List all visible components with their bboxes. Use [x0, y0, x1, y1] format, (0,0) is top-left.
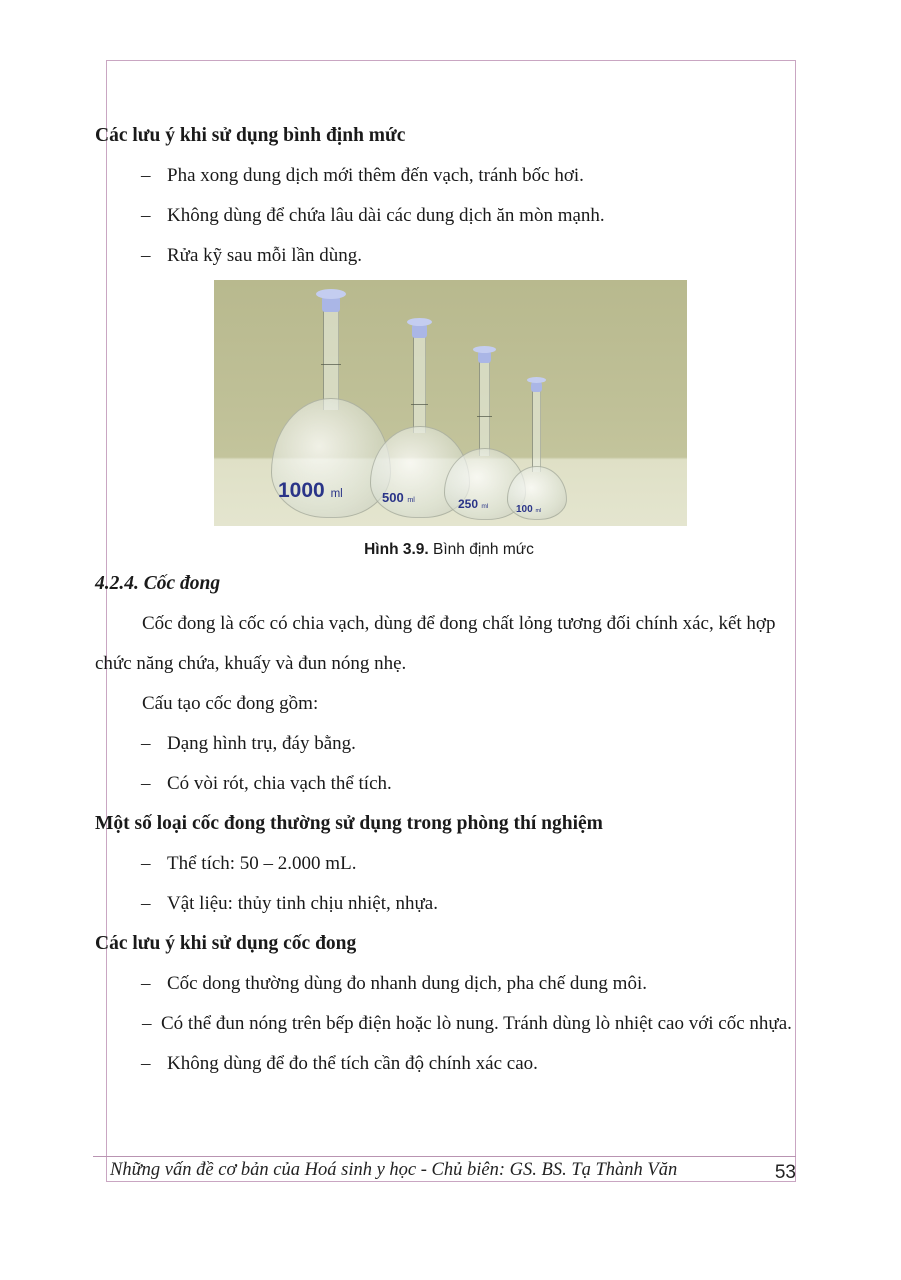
bullet-dash: –: [141, 973, 151, 994]
bullet-dash: –: [141, 165, 151, 186]
footer-divider: [93, 1156, 796, 1157]
page-body: [95, 116, 807, 1084]
list-item-text: Pha xong dung dịch mới thêm đến vạch, tránh bốc hơi.: [167, 165, 584, 186]
list-item-text: Cốc dong thường dùng đo nhanh dung dịch, pha chế dung môi.: [167, 973, 647, 994]
figure-caption-number: Hình 3.9.: [364, 541, 429, 558]
flask-volume-label: 500: [382, 490, 404, 505]
bullet-dash: –: [141, 893, 151, 914]
flask-volume-label: 1000: [278, 479, 325, 502]
heading-care-beaker: Các lưu ý khi sử dụng cốc đong: [95, 933, 357, 954]
list-item: [95, 1044, 807, 1084]
list-item: [95, 844, 807, 884]
list-item-text: Không dùng để đo thể tích cần độ chính xác cao.: [167, 1053, 538, 1074]
figure-caption-text: Bình định mức: [433, 541, 534, 558]
page-footer: [110, 1158, 800, 1188]
heading-beaker-types: Một số loại cốc đong thường sử dụng trong phòng thí nghiệm: [95, 813, 603, 834]
flask-volume-label: 250: [458, 497, 479, 511]
figure-caption: [91, 526, 807, 566]
list-item-text: Có vòi rót, chia vạch thể tích.: [167, 773, 392, 794]
flask-unit-label: ml: [535, 508, 542, 514]
section-title-beaker: 4.2.4. Cốc đong: [95, 573, 221, 594]
list-item: [95, 156, 807, 196]
list-item-text: Có thể đun nóng trên bếp điện hoặc lò nung. Tránh dùng lò nhiệt cao với cốc nhựa.: [161, 1013, 792, 1034]
bullet-dash: –: [141, 245, 151, 266]
list-item: [95, 964, 807, 1004]
list-item: [95, 884, 807, 924]
flask-volume-label: 100: [516, 504, 533, 515]
list-item-text: Rửa kỹ sau mỗi lần dùng.: [167, 245, 363, 266]
footer-book-title: Những vấn đề cơ bản của Hoá sinh y học - Chủ biên: GS. BS. Tạ Thành Văn: [110, 1160, 678, 1180]
bullet-dash: –: [141, 733, 151, 754]
flask-100ml: [502, 376, 572, 526]
bullet-dash: –: [141, 853, 151, 874]
list-item-text: Thể tích: 50 – 2.000 mL.: [167, 853, 357, 874]
paragraph-structure-lead: Cấu tạo cốc đong gồm:: [142, 693, 319, 714]
list-item-text: Không dùng để chứa lâu dài các dung dịch ăn mòn mạnh.: [167, 205, 605, 226]
bullet-dash: –: [141, 205, 151, 226]
list-item: [95, 764, 807, 804]
list-item-text: Dạng hình trụ, đáy bằng.: [167, 733, 356, 754]
bullet-dash: –: [142, 1013, 152, 1034]
list-item: [95, 236, 807, 276]
heading-care-volumetric-flask: Các lưu ý khi sử dụng bình định mức: [95, 125, 406, 146]
paragraph-beaker-intro: Cốc đong là cốc có chia vạch, dùng để đong chất lỏng tương đối chính xác, kết hợp chức năng chứa, khuấy và đun nóng nhẹ.: [95, 613, 776, 674]
page-number: 53: [774, 1162, 796, 1183]
flask-unit-label: ml: [330, 488, 343, 500]
list-item: [95, 724, 807, 764]
flask-unit-label: ml: [481, 503, 489, 510]
bullet-dash: –: [141, 773, 151, 794]
list-item: [95, 196, 807, 236]
flask-unit-label: ml: [407, 496, 415, 504]
bullet-dash: –: [141, 1053, 151, 1074]
figure-volumetric-flasks-photo: [214, 280, 687, 526]
list-item-text: Vật liệu: thủy tinh chịu nhiệt, nhựa.: [167, 893, 438, 914]
list-item-wrapped: [95, 1004, 807, 1044]
